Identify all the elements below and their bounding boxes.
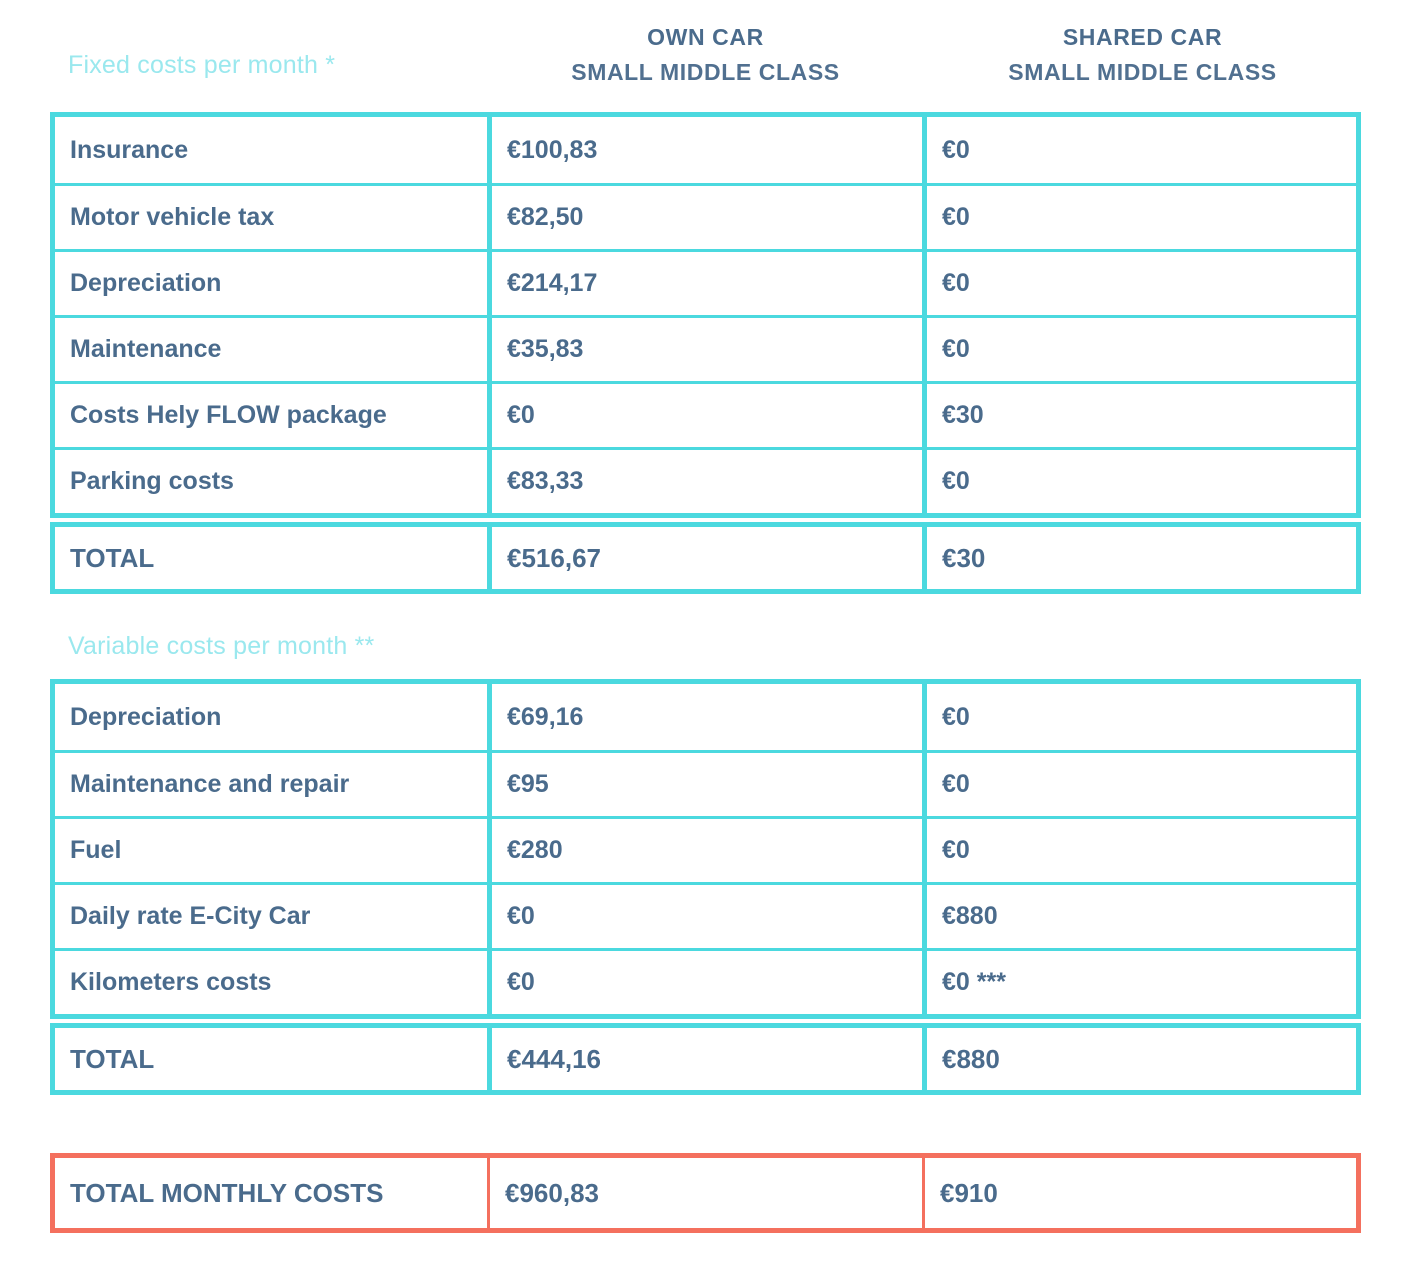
- table-row: [55, 117, 1356, 183]
- cost-comparison-sheet: [50, 0, 1361, 1233]
- shared-car-value: €0 ***: [922, 951, 1356, 1014]
- row-label: Depreciation: [70, 702, 222, 731]
- row-label: Insurance: [70, 135, 189, 164]
- row-label: Parking costs: [70, 467, 234, 495]
- row-label: Kilometers costs: [70, 968, 272, 996]
- total-label: TOTAL: [70, 1043, 155, 1074]
- total-label: TOTAL: [70, 542, 155, 573]
- own-car-subtitle: SMALL MIDDLE CLASS: [571, 59, 840, 85]
- shared-car-value: €30: [922, 384, 1356, 447]
- table-row: [55, 315, 1356, 381]
- total-row: [55, 527, 1356, 589]
- header-band: [50, 0, 1361, 112]
- shared-car-total-value: €880: [922, 1028, 1356, 1090]
- own-car-value: €69,16: [487, 684, 922, 750]
- shared-car-value: €0: [922, 450, 1356, 513]
- own-car-title: OWN CAR: [647, 24, 764, 50]
- shared-car-value: €0: [922, 684, 1356, 750]
- table-row: [55, 882, 1356, 948]
- fixed-costs-total-box: [50, 522, 1361, 594]
- shared-car-total-value: €30: [922, 527, 1356, 589]
- shared-car-subtitle: SMALL MIDDLE CLASS: [1008, 59, 1277, 85]
- row-label: Costs Hely FLOW package: [70, 401, 387, 429]
- own-car-total-value: €444,16: [487, 1028, 922, 1090]
- grand-total-box: [50, 1153, 1361, 1233]
- own-car-value: €0: [487, 951, 922, 1014]
- own-car-value: €0: [487, 384, 922, 447]
- own-car-value: €100,83: [487, 117, 922, 183]
- shared-car-value: €880: [922, 885, 1356, 948]
- table-row: [55, 948, 1356, 1014]
- shared-car-value: €0: [922, 753, 1356, 816]
- own-car-value: €214,17: [487, 252, 922, 315]
- row-label: Maintenance and repair: [70, 770, 350, 798]
- own-car-value: €83,33: [487, 450, 922, 513]
- row-label: Maintenance: [70, 335, 222, 363]
- row-label: Fuel: [70, 836, 122, 864]
- table-row: [55, 183, 1356, 249]
- shared-car-value: €0: [922, 318, 1356, 381]
- table-row: [55, 816, 1356, 882]
- shared-car-value: €0: [922, 186, 1356, 249]
- variable-costs-total-box: [50, 1023, 1361, 1095]
- variable-costs-heading: Variable costs per month **: [68, 632, 375, 660]
- total-row: [55, 1028, 1356, 1090]
- own-car-value: €35,83: [487, 318, 922, 381]
- shared-car-value: €0: [922, 252, 1356, 315]
- own-car-value: €95: [487, 753, 922, 816]
- table-row: [55, 750, 1356, 816]
- variable-costs-table: [50, 679, 1361, 1019]
- own-car-value: €0: [487, 885, 922, 948]
- own-car-value: €280: [487, 819, 922, 882]
- fixed-costs-heading: Fixed costs per month *: [68, 50, 336, 79]
- own-car-value: €82,50: [487, 186, 922, 249]
- column-header-own-car: [487, 0, 924, 112]
- shared-car-value: €0: [922, 819, 1356, 882]
- table-row: [55, 249, 1356, 315]
- own-car-total-value: €516,67: [487, 527, 922, 589]
- grand-total-row: [55, 1158, 1356, 1228]
- column-header-shared-car: [924, 0, 1361, 112]
- grand-total-label: TOTAL MONTHLY COSTS: [70, 1177, 384, 1208]
- fixed-costs-table: [50, 112, 1361, 518]
- shared-car-title: SHARED CAR: [1062, 24, 1223, 50]
- shared-car-grand-total-value: €910: [922, 1158, 1356, 1228]
- shared-car-value: €0: [922, 117, 1356, 183]
- row-label: Motor vehicle tax: [70, 203, 275, 231]
- table-row: [55, 447, 1356, 513]
- table-row: [55, 381, 1356, 447]
- own-car-grand-total-value: €960,83: [487, 1158, 922, 1228]
- table-row: [55, 684, 1356, 750]
- row-label: Daily rate E-City Car: [70, 902, 311, 930]
- row-label: Depreciation: [70, 269, 222, 297]
